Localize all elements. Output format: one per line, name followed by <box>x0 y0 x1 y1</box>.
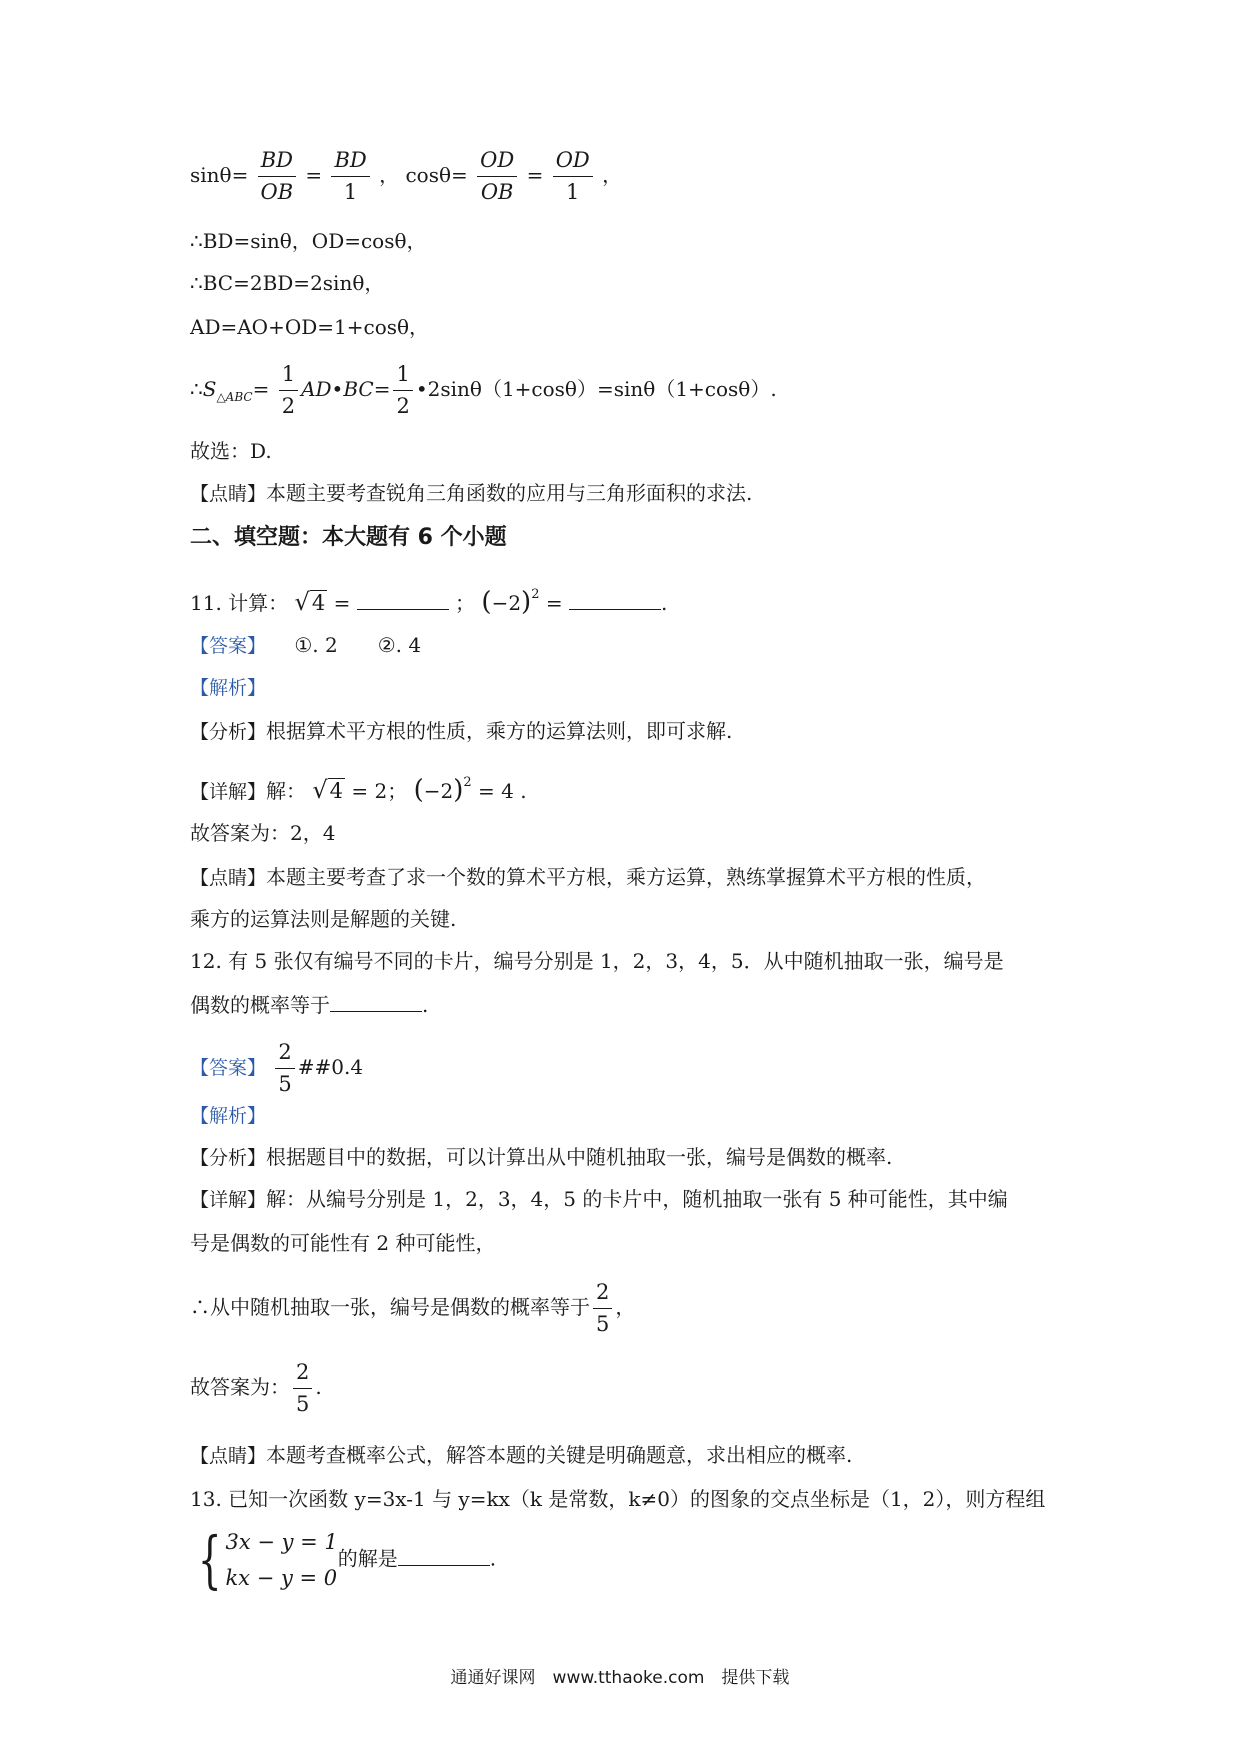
area-line: $\therefore S_{\triangle ABC}=$ $\frac{1}{2}$ AD•BC= $\frac{1}{2}$ •2sinθ（1+cosθ）=sinθ（1+cosθ）. <box>190 362 777 418</box>
q11-analysis-tag: 【解析】 <box>190 677 267 699</box>
q11-stem: 11. 计算： √4 = ； $(-2)^2$ = . <box>190 587 668 617</box>
fraction-od-ob: $\frac{OD}{OB}$ <box>477 150 517 203</box>
sqrt-symbol: √ <box>294 588 310 616</box>
answer-blank-1[interactable] <box>357 591 449 610</box>
q11-detail: 【详解】解： √4 = 2； $(-2)^2 = 4$ . <box>190 775 527 805</box>
q13-stem-1: 13. 已知一次函数 y=3x-1 与 y=kx（k 是常数，k≠0）的图象的交点坐标是（1，2），则方程组 <box>190 1487 1046 1511</box>
sin-label: sinθ= <box>190 163 249 187</box>
q12-detail-2: 号是偶数的可能性有 2 种可能性， <box>190 1231 496 1255</box>
q11-comment-2: 乘方的运算法则是解题的关键. <box>190 907 457 931</box>
q11-answer: 【答案】 ①. 2 ②. 4 <box>190 633 422 657</box>
comment-tag: 【点睛】 <box>190 483 267 505</box>
q12-final: 故答案为： $\frac{2}{5}$ . <box>190 1360 322 1416</box>
answer-blank-4[interactable] <box>398 1547 490 1566</box>
q12-answer: 【答案】 $\frac{2}{5}$ ##0.4 <box>190 1040 364 1096</box>
q12-stem-1: 12. 有 5 张仅有编号不同的卡片，编号分别是 1，2，3，4，5．从中随机抽取一张，编号是 <box>190 949 1004 973</box>
answer-fraction: $\frac{2}{5}$ <box>275 1042 294 1095</box>
answer-blank-2[interactable] <box>569 591 661 610</box>
fraction-half: $\frac{1}{2}$ <box>279 364 298 417</box>
fraction-half-2: $\frac{1}{2}$ <box>393 364 412 417</box>
q11-fenxi: 【分析】根据算术平方根的性质，乘方的运算法则，即可求解. <box>190 719 733 743</box>
brace-icon: { <box>197 1523 222 1596</box>
fraction-bd-1: $\frac{BD}{1}$ <box>331 150 369 203</box>
q12-detail-1: 【详解】解：从编号分别是 1，2，3，4，5 的卡片中，随机抽取一张有 5 种可能性，其中编 <box>190 1187 1008 1211</box>
fraction-bd-ob: $\frac{BD}{OB}$ <box>258 150 296 203</box>
q13-stem-2: { 3x − y = 1 kx − y = 0 的解是 . <box>190 1524 496 1596</box>
q12-fenxi: 【分析】根据题目中的数据，可以计算出从中随机抽取一张，编号是偶数的概率. <box>190 1145 893 1169</box>
q12-comment: 【点睛】本题考查概率公式，解答本题的关键是明确题意，求出相应的概率. <box>190 1443 853 1467</box>
answer-blank-3[interactable] <box>330 993 422 1012</box>
section-title: 二、填空题：本大题有 6 个小题 <box>190 525 507 550</box>
ad-line: AD=AO+OD=1+cosθ， <box>190 315 430 339</box>
trig-ratio-line: sinθ= $\frac{BD}{OB}$ = $\frac{BD}{1}$ ， cosθ= $\frac{OD}{OB}$ = $\frac{OD}{1}$ ， <box>190 148 623 204</box>
choice-line: 故选：D. <box>190 439 272 463</box>
fraction-od-1: $\frac{OD}{1}$ <box>553 150 593 203</box>
answer-tag: 【答案】 <box>190 635 267 657</box>
equation-system: { 3x − y = 1 kx − y = 0 <box>197 1523 338 1596</box>
cos-label: cosθ= <box>405 163 468 187</box>
page-footer: 通通好课网 www.tthaoke.com 提供下载 <box>450 1668 790 1688</box>
bd-od-line: ∴BD=sinθ，OD=cosθ， <box>190 229 427 253</box>
q12-analysis-tag: 【解析】 <box>190 1105 267 1127</box>
q11-comment-1: 【点睛】本题主要考查了求一个数的算术平方根，乘方运算，熟练掌握算术平方根的性质， <box>190 865 987 889</box>
comment-line-10: 【点睛】本题主要考查锐角三角函数的应用与三角形面积的求法. <box>190 481 753 505</box>
q12-stem-2: 偶数的概率等于 . <box>190 993 429 1017</box>
q11-final: 故答案为：2，4 <box>190 821 336 845</box>
q12-conclusion: ∴从中随机抽取一张，编号是偶数的概率等于 $\frac{2}{5}$ ， <box>190 1280 636 1336</box>
bc-line: ∴BC=2BD=2sinθ， <box>190 271 385 295</box>
